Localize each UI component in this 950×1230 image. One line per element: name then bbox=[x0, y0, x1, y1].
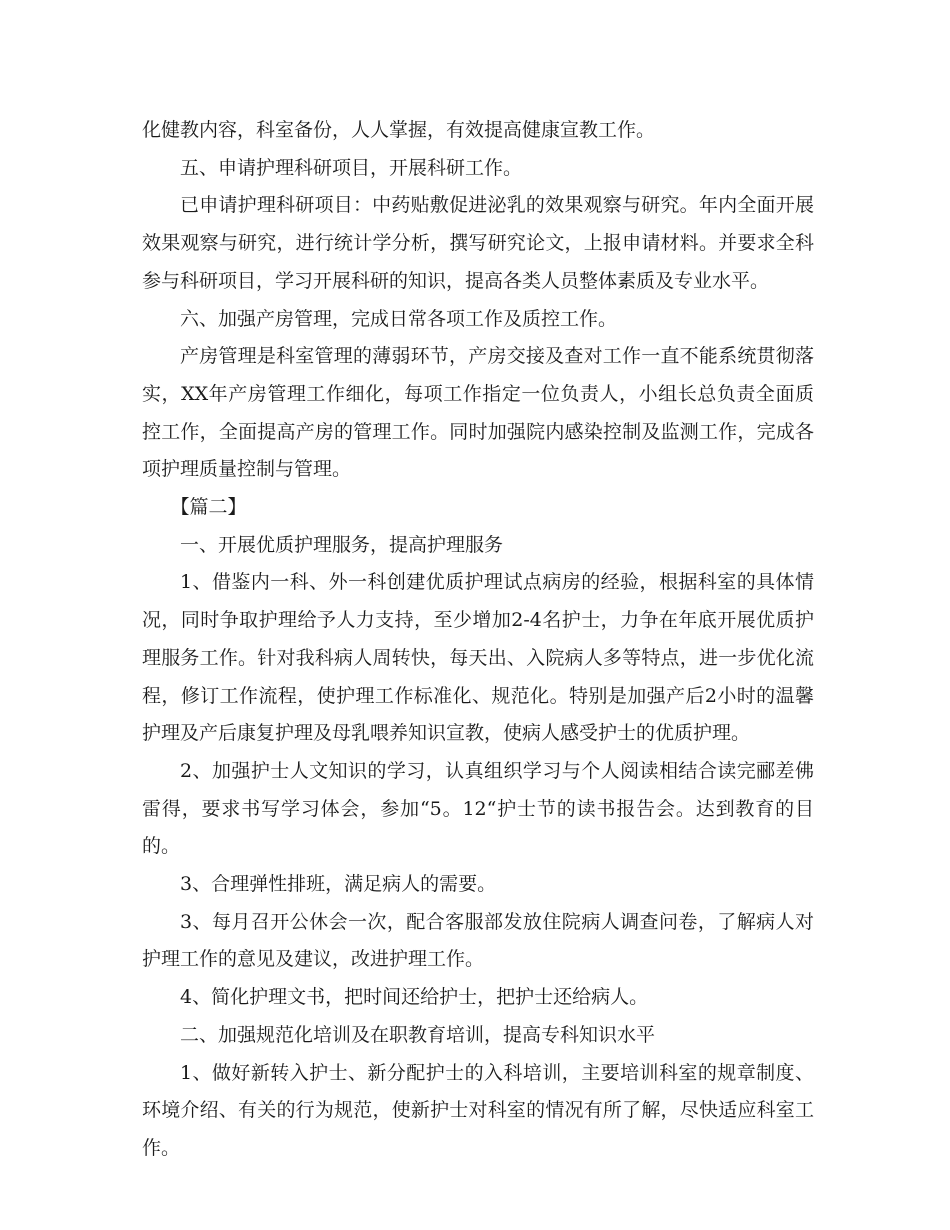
paragraph-item-1-quality: 1、借鉴内一科、外一科创建优质护理试点病房的经验，根据科室的具体情况，同时争取护理给予人力支持，至少增加2-4名护士，力争在年底开展优质护理服务工作。针对我科病人周转快，每天出、入院病人多等特点，进一步优化流程，修订工作流程，使护理工作标准化、规范化。特别是加强产后2小时的温馨护理及产后康复护理及母乳喂养知识宣教，使病人感受护士的优质护理。 bbox=[142, 571, 814, 745]
heading-training: 二、加强规范化培训及在职教育培训，提高专科知识水平 bbox=[180, 1023, 656, 1046]
paragraph-item-4-documents: 4、简化护理文书，把时间还给护士，把护士还给病人。 bbox=[180, 986, 649, 1009]
heading-section-five: 五、申请护理科研项目，开展科研工作。 bbox=[180, 156, 523, 179]
paragraph-health-education-continued: 化健教内容，科室备份，人人掌握，有效提高健康宣教工作。 bbox=[142, 119, 656, 141]
heading-section-six: 六、加强产房管理，完成日常各项工作及质控工作。 bbox=[180, 307, 618, 330]
heading-quality-nursing: 一、开展优质护理服务，提高护理服务 bbox=[180, 533, 504, 556]
part-two-label: 【篇二】 bbox=[170, 496, 247, 519]
document-body bbox=[142, 112, 814, 1168]
paragraph-item-3-meeting: 3、每月召开公休会一次，配合客服部发放住院病人调查问卷，了解病人对护理工作的意见及建议，改进护理工作。 bbox=[142, 910, 814, 971]
paragraph-research-project: 已申请护理科研项目：中药贴敷促进泌乳的效果观察与研究。年内全面开展效果观察与研究，进行统计学分析，撰写研究论文，上报申请材料。并要求全科参与科研项目，学习开展科研的知识，提高各类人员整体素质及专业水平。 bbox=[142, 194, 814, 292]
paragraph-item-3-scheduling: 3、合理弹性排班，满足病人的需要。 bbox=[180, 873, 497, 896]
paragraph-item-2-humanities: 2、加强护士人文知识的学习，认真组织学习与个人阅读相结合读完郦差佛雷得，要求书写学习体会，参加“5。12“护士节的读书报告会。达到教育的目的。 bbox=[142, 759, 814, 858]
paragraph-delivery-room: 产房管理是科室管理的薄弱环节，产房交接及查对工作一直不能系统贯彻落实，XX年产房管理工作细化，每项工作指定一位负责人，小组长总负责全面质控工作，全面提高产房的管理工作。同时加强院内感染控制及监测工作，完成各项护理质量控制与管理。 bbox=[142, 345, 814, 481]
paragraph-item-1-orientation: 1、做好新转入护士、新分配护士的入科培训，主要培训科室的规章制度、环境介绍、有关的行为规范，使新护士对科室的情况有所了解，尽快适应科室工作。 bbox=[142, 1061, 814, 1159]
